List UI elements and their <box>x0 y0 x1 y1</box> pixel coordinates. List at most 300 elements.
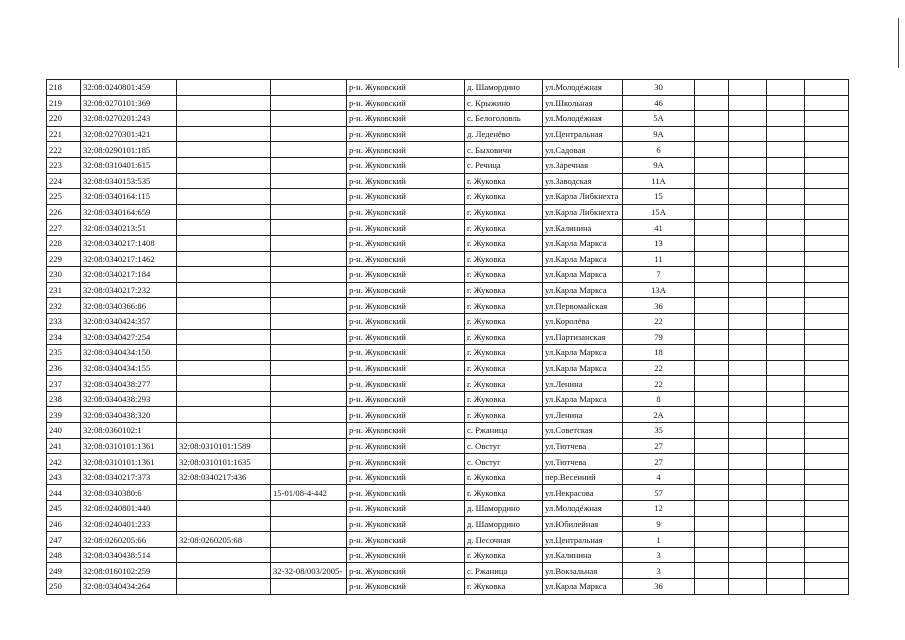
street-cell: ул.Центральная <box>543 532 623 548</box>
registration-number-cell <box>271 298 347 314</box>
empty-cell <box>767 563 805 579</box>
empty-cell <box>805 157 849 173</box>
cadastral-number-cell: 32:08:0310401:615 <box>81 157 177 173</box>
empty-cell <box>695 267 729 283</box>
street-cell: ул.Некрасова <box>543 485 623 501</box>
secondary-cadastral-number-cell <box>177 563 271 579</box>
empty-cell <box>767 251 805 267</box>
empty-cell <box>729 173 767 189</box>
registration-number-cell <box>271 267 347 283</box>
empty-cell <box>767 329 805 345</box>
district-cell: р-н. Жуковский <box>347 376 465 392</box>
district-cell: р-н. Жуковский <box>347 391 465 407</box>
registration-number-cell <box>271 329 347 345</box>
empty-cell <box>729 360 767 376</box>
house-number-cell: 79 <box>623 329 695 345</box>
empty-cell <box>805 438 849 454</box>
secondary-cadastral-number-cell <box>177 267 271 283</box>
table-row <box>47 111 849 127</box>
secondary-cadastral-number-cell <box>177 157 271 173</box>
empty-cell <box>729 251 767 267</box>
table-row <box>47 80 849 96</box>
empty-cell <box>695 516 729 532</box>
secondary-cadastral-number-cell: 32:08:0340217:436 <box>177 469 271 485</box>
empty-cell <box>805 126 849 142</box>
street-cell: ул.Молодёжная <box>543 111 623 127</box>
house-number-cell: 9 <box>623 516 695 532</box>
empty-cell <box>695 360 729 376</box>
table-row <box>47 407 849 423</box>
empty-cell <box>729 220 767 236</box>
empty-cell <box>729 547 767 563</box>
empty-cell <box>729 407 767 423</box>
registration-number-cell <box>271 391 347 407</box>
table-row <box>47 376 849 392</box>
locality-cell: с. Быховичи <box>465 142 543 158</box>
empty-cell <box>695 173 729 189</box>
table-row <box>47 501 849 517</box>
empty-cell <box>805 204 849 220</box>
registration-number-cell <box>271 438 347 454</box>
locality-cell: г. Жуковка <box>465 173 543 189</box>
locality-cell: г. Жуковка <box>465 235 543 251</box>
secondary-cadastral-number-cell <box>177 407 271 423</box>
house-number-cell: 36 <box>623 298 695 314</box>
empty-cell <box>767 454 805 470</box>
cadastral-number-cell: 32:08:0310101:1361 <box>81 454 177 470</box>
house-number-cell: 13 <box>623 235 695 251</box>
locality-cell: г. Жуковка <box>465 360 543 376</box>
district-cell: р-н. Жуковский <box>347 173 465 189</box>
locality-cell: с. Крыжино <box>465 95 543 111</box>
locality-cell: г. Жуковка <box>465 579 543 595</box>
row-number-cell: 221 <box>47 126 81 142</box>
street-cell: ул.Ленина <box>543 376 623 392</box>
house-number-cell: 18 <box>623 345 695 361</box>
table-row <box>47 485 849 501</box>
empty-cell <box>805 313 849 329</box>
row-number-cell: 231 <box>47 282 81 298</box>
street-cell: ул.Карла Маркса <box>543 345 623 361</box>
table-row <box>47 579 849 595</box>
locality-cell: г. Жуковка <box>465 220 543 236</box>
house-number-cell: 11А <box>623 173 695 189</box>
cadastral-number-cell: 32:08:0340438:514 <box>81 547 177 563</box>
locality-cell: с. Овстуг <box>465 438 543 454</box>
secondary-cadastral-number-cell <box>177 95 271 111</box>
empty-cell <box>729 80 767 96</box>
locality-cell: г. Жуковка <box>465 298 543 314</box>
cadastral-number-cell: 32:08:0340217:1408 <box>81 235 177 251</box>
street-cell: ул.Центральная <box>543 126 623 142</box>
secondary-cadastral-number-cell <box>177 391 271 407</box>
locality-cell: г. Жуковка <box>465 251 543 267</box>
district-cell: р-н. Жуковский <box>347 438 465 454</box>
registration-number-cell <box>271 251 347 267</box>
locality-cell: г. Жуковка <box>465 267 543 283</box>
row-number-cell: 218 <box>47 80 81 96</box>
district-cell: р-н. Жуковский <box>347 563 465 579</box>
house-number-cell: 9А <box>623 126 695 142</box>
secondary-cadastral-number-cell <box>177 579 271 595</box>
cadastral-number-cell: 32:08:0340164:659 <box>81 204 177 220</box>
table-row <box>47 204 849 220</box>
registration-number-cell <box>271 469 347 485</box>
locality-cell: с. Белоголовль <box>465 111 543 127</box>
house-number-cell: 5А <box>623 111 695 127</box>
registration-number-cell <box>271 313 347 329</box>
empty-cell <box>805 501 849 517</box>
empty-cell <box>767 173 805 189</box>
house-number-cell: 3 <box>623 563 695 579</box>
empty-cell <box>695 142 729 158</box>
empty-cell <box>695 189 729 205</box>
house-number-cell: 41 <box>623 220 695 236</box>
empty-cell <box>805 95 849 111</box>
empty-cell <box>767 220 805 236</box>
empty-cell <box>805 345 849 361</box>
empty-cell <box>729 579 767 595</box>
table-row <box>47 173 849 189</box>
registration-number-cell <box>271 360 347 376</box>
empty-cell <box>767 80 805 96</box>
house-number-cell: 15 <box>623 189 695 205</box>
locality-cell: д. Песочная <box>465 532 543 548</box>
district-cell: р-н. Жуковский <box>347 360 465 376</box>
street-cell: ул.Школьная <box>543 95 623 111</box>
empty-cell <box>805 111 849 127</box>
cadastral-number-cell: 32:08:0340438:277 <box>81 376 177 392</box>
secondary-cadastral-number-cell <box>177 423 271 439</box>
empty-cell <box>767 345 805 361</box>
row-number-cell: 238 <box>47 391 81 407</box>
empty-cell <box>767 95 805 111</box>
secondary-cadastral-number-cell <box>177 251 271 267</box>
empty-cell <box>695 376 729 392</box>
secondary-cadastral-number-cell <box>177 313 271 329</box>
empty-cell <box>767 532 805 548</box>
locality-cell: г. Жуковка <box>465 345 543 361</box>
empty-cell <box>805 376 849 392</box>
table-body <box>47 80 849 595</box>
cadastral-number-cell: 32:08:0340153:535 <box>81 173 177 189</box>
registration-number-cell <box>271 454 347 470</box>
locality-cell: г. Жуковка <box>465 407 543 423</box>
empty-cell <box>805 391 849 407</box>
empty-cell <box>805 142 849 158</box>
empty-cell <box>695 204 729 220</box>
house-number-cell: 1 <box>623 532 695 548</box>
registration-number-cell <box>271 111 347 127</box>
row-number-cell: 232 <box>47 298 81 314</box>
house-number-cell: 22 <box>623 376 695 392</box>
row-number-cell: 222 <box>47 142 81 158</box>
locality-cell: д. Шамордино <box>465 80 543 96</box>
empty-cell <box>729 345 767 361</box>
locality-cell: г. Жуковка <box>465 313 543 329</box>
cadastral-number-cell: 32:08:0270101:369 <box>81 95 177 111</box>
street-cell: ул.Карла Маркса <box>543 360 623 376</box>
locality-cell: г. Жуковка <box>465 376 543 392</box>
table-row <box>47 532 849 548</box>
secondary-cadastral-number-cell <box>177 345 271 361</box>
district-cell: р-н. Жуковский <box>347 267 465 283</box>
district-cell: р-н. Жуковский <box>347 189 465 205</box>
district-cell: р-н. Жуковский <box>347 407 465 423</box>
secondary-cadastral-number-cell <box>177 173 271 189</box>
empty-cell <box>695 329 729 345</box>
empty-cell <box>767 579 805 595</box>
empty-cell <box>695 126 729 142</box>
empty-cell <box>729 376 767 392</box>
district-cell: р-н. Жуковский <box>347 532 465 548</box>
empty-cell <box>805 454 849 470</box>
district-cell: р-н. Жуковский <box>347 423 465 439</box>
empty-cell <box>767 391 805 407</box>
cadastral-number-cell: 32:08:0340424:357 <box>81 313 177 329</box>
empty-cell <box>805 173 849 189</box>
locality-cell: с. Ржаница <box>465 423 543 439</box>
empty-cell <box>729 438 767 454</box>
cadastral-number-cell: 32:08:0340380:6 <box>81 485 177 501</box>
row-number-cell: 227 <box>47 220 81 236</box>
house-number-cell: 27 <box>623 438 695 454</box>
property-register-table <box>46 79 849 595</box>
empty-cell <box>767 282 805 298</box>
empty-cell <box>695 220 729 236</box>
house-number-cell: 6 <box>623 142 695 158</box>
empty-cell <box>729 454 767 470</box>
table-row <box>47 126 849 142</box>
empty-cell <box>767 516 805 532</box>
empty-cell <box>695 313 729 329</box>
street-cell: ул.Карла Маркса <box>543 235 623 251</box>
row-number-cell: 239 <box>47 407 81 423</box>
secondary-cadastral-number-cell <box>177 220 271 236</box>
street-cell: ул.Партизанская <box>543 329 623 345</box>
secondary-cadastral-number-cell <box>177 360 271 376</box>
row-number-cell: 248 <box>47 547 81 563</box>
empty-cell <box>695 251 729 267</box>
empty-cell <box>695 485 729 501</box>
street-cell: ул.Вокзальная <box>543 563 623 579</box>
registration-number-cell <box>271 423 347 439</box>
table-row <box>47 282 849 298</box>
empty-cell <box>695 438 729 454</box>
table-row <box>47 516 849 532</box>
secondary-cadastral-number-cell <box>177 376 271 392</box>
empty-cell <box>767 423 805 439</box>
row-number-cell: 236 <box>47 360 81 376</box>
cadastral-number-cell: 32:08:0240801:459 <box>81 80 177 96</box>
empty-cell <box>695 235 729 251</box>
registration-number-cell <box>271 407 347 423</box>
empty-cell <box>695 469 729 485</box>
empty-cell <box>729 126 767 142</box>
table-row <box>47 298 849 314</box>
secondary-cadastral-number-cell <box>177 189 271 205</box>
table-row <box>47 469 849 485</box>
row-number-cell: 229 <box>47 251 81 267</box>
table-row <box>47 563 849 579</box>
secondary-cadastral-number-cell <box>177 501 271 517</box>
row-number-cell: 246 <box>47 516 81 532</box>
table-row <box>47 235 849 251</box>
registration-number-cell <box>271 501 347 517</box>
locality-cell: г. Жуковка <box>465 204 543 220</box>
empty-cell <box>767 142 805 158</box>
empty-cell <box>767 438 805 454</box>
secondary-cadastral-number-cell <box>177 516 271 532</box>
empty-cell <box>695 282 729 298</box>
empty-cell <box>729 563 767 579</box>
row-number-cell: 233 <box>47 313 81 329</box>
district-cell: р-н. Жуковский <box>347 235 465 251</box>
house-number-cell: 46 <box>623 95 695 111</box>
registration-number-cell <box>271 282 347 298</box>
cadastral-number-cell: 32:08:0340164:115 <box>81 189 177 205</box>
locality-cell: с. Речица <box>465 157 543 173</box>
table-row <box>47 329 849 345</box>
house-number-cell: 13А <box>623 282 695 298</box>
row-number-cell: 235 <box>47 345 81 361</box>
row-number-cell: 224 <box>47 173 81 189</box>
street-cell: ул.Карла Либкнехта <box>543 189 623 205</box>
row-number-cell: 226 <box>47 204 81 220</box>
registration-number-cell: 32-32-08/003/2005- <box>271 563 347 579</box>
empty-cell <box>805 251 849 267</box>
row-number-cell: 243 <box>47 469 81 485</box>
table-row <box>47 157 849 173</box>
cadastral-number-cell: 32:08:0270301:421 <box>81 126 177 142</box>
secondary-cadastral-number-cell <box>177 329 271 345</box>
registration-number-cell <box>271 204 347 220</box>
empty-cell <box>729 391 767 407</box>
empty-cell <box>767 111 805 127</box>
empty-cell <box>767 189 805 205</box>
house-number-cell: 27 <box>623 454 695 470</box>
empty-cell <box>805 235 849 251</box>
empty-cell <box>767 157 805 173</box>
empty-cell <box>805 80 849 96</box>
street-cell: ул.Карла Маркса <box>543 251 623 267</box>
row-number-cell: 249 <box>47 563 81 579</box>
street-cell: ул.Заречная <box>543 157 623 173</box>
house-number-cell: 4 <box>623 469 695 485</box>
house-number-cell: 8 <box>623 391 695 407</box>
table-row <box>47 142 849 158</box>
row-number-cell: 237 <box>47 376 81 392</box>
empty-cell <box>805 423 849 439</box>
table-row <box>47 313 849 329</box>
registration-number-cell <box>271 579 347 595</box>
registration-number-cell <box>271 516 347 532</box>
empty-cell <box>767 235 805 251</box>
empty-cell <box>767 469 805 485</box>
empty-cell <box>805 547 849 563</box>
street-cell: пер.Весенний <box>543 469 623 485</box>
district-cell: р-н. Жуковский <box>347 516 465 532</box>
house-number-cell: 9А <box>623 157 695 173</box>
registration-number-cell <box>271 157 347 173</box>
empty-cell <box>767 407 805 423</box>
district-cell: р-н. Жуковский <box>347 142 465 158</box>
street-cell: ул.Тютчева <box>543 438 623 454</box>
secondary-cadastral-number-cell <box>177 282 271 298</box>
empty-cell <box>729 469 767 485</box>
registration-number-cell: 15-01/08-4-442 <box>271 485 347 501</box>
house-number-cell: 30 <box>623 80 695 96</box>
locality-cell: г. Жуковка <box>465 485 543 501</box>
district-cell: р-н. Жуковский <box>347 469 465 485</box>
registration-number-cell <box>271 126 347 142</box>
cadastral-number-cell: 32:08:0340213:51 <box>81 220 177 236</box>
locality-cell: д. Леденёво <box>465 126 543 142</box>
district-cell: р-н. Жуковский <box>347 251 465 267</box>
table-row <box>47 95 849 111</box>
secondary-cadastral-number-cell <box>177 547 271 563</box>
empty-cell <box>805 360 849 376</box>
street-cell: ул.Карла Либкнехта <box>543 204 623 220</box>
table-row <box>47 423 849 439</box>
page-edge-line <box>898 18 899 68</box>
empty-cell <box>729 298 767 314</box>
empty-cell <box>729 95 767 111</box>
empty-cell <box>805 282 849 298</box>
empty-cell <box>729 204 767 220</box>
district-cell: р-н. Жуковский <box>347 220 465 236</box>
district-cell: р-н. Жуковский <box>347 485 465 501</box>
empty-cell <box>695 298 729 314</box>
registration-number-cell <box>271 173 347 189</box>
locality-cell: с. Ржаница <box>465 563 543 579</box>
locality-cell: г. Жуковка <box>465 469 543 485</box>
district-cell: р-н. Жуковский <box>347 345 465 361</box>
locality-cell: г. Жуковка <box>465 391 543 407</box>
row-number-cell: 228 <box>47 235 81 251</box>
street-cell: ул.Карла Маркса <box>543 579 623 595</box>
house-number-cell: 22 <box>623 360 695 376</box>
locality-cell: г. Жуковка <box>465 282 543 298</box>
table-row <box>47 454 849 470</box>
registration-number-cell <box>271 235 347 251</box>
empty-cell <box>805 329 849 345</box>
house-number-cell: 12 <box>623 501 695 517</box>
empty-cell <box>729 423 767 439</box>
empty-cell <box>805 532 849 548</box>
registration-number-cell <box>271 95 347 111</box>
empty-cell <box>805 579 849 595</box>
street-cell: ул.Советская <box>543 423 623 439</box>
row-number-cell: 225 <box>47 189 81 205</box>
registration-number-cell <box>271 142 347 158</box>
table-row <box>47 360 849 376</box>
empty-cell <box>805 563 849 579</box>
row-number-cell: 250 <box>47 579 81 595</box>
empty-cell <box>767 298 805 314</box>
row-number-cell: 244 <box>47 485 81 501</box>
street-cell: ул.Ленина <box>543 407 623 423</box>
empty-cell <box>695 157 729 173</box>
row-number-cell: 241 <box>47 438 81 454</box>
secondary-cadastral-number-cell <box>177 298 271 314</box>
empty-cell <box>767 204 805 220</box>
empty-cell <box>695 407 729 423</box>
row-number-cell: 242 <box>47 454 81 470</box>
district-cell: р-н. Жуковский <box>347 454 465 470</box>
empty-cell <box>767 485 805 501</box>
secondary-cadastral-number-cell: 32:08:0310101:1635 <box>177 454 271 470</box>
